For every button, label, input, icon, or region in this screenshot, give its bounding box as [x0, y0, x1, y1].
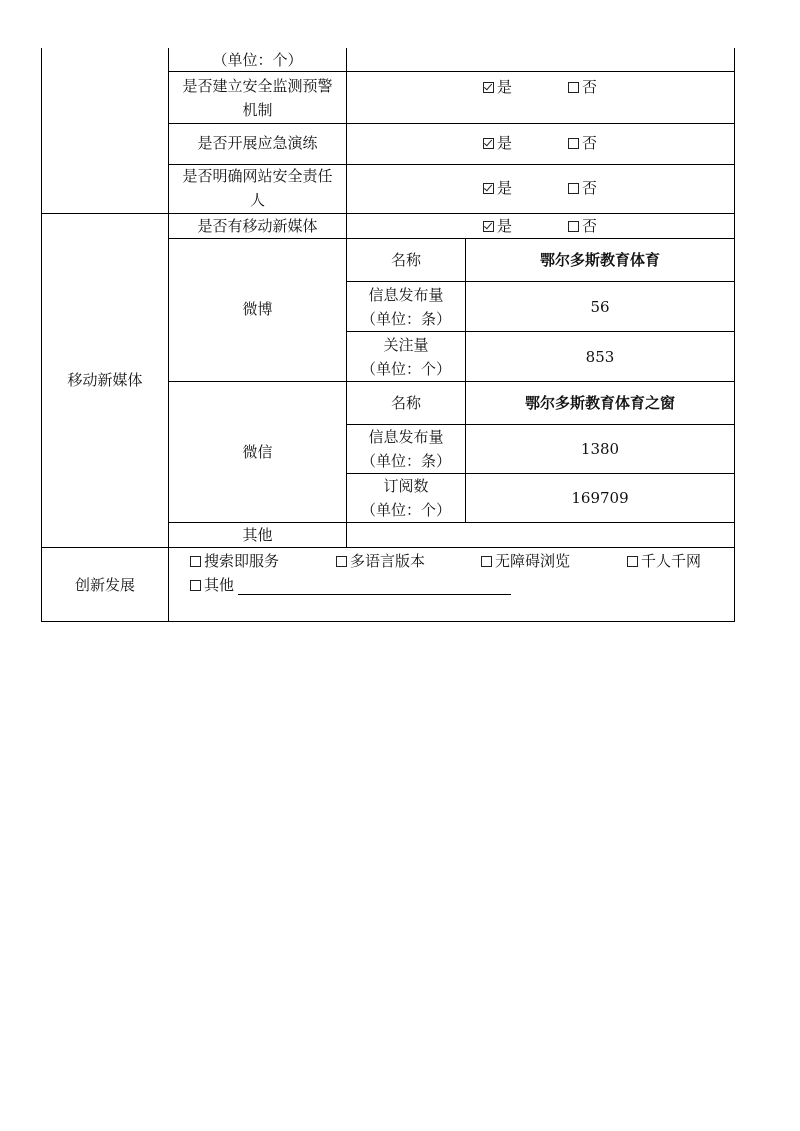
weibo-followers-label-line1: 关注量	[383, 336, 429, 354]
weibo-name-label: 名称	[390, 251, 421, 269]
wechat-posts-label-line1: 信息发布量	[368, 428, 444, 446]
wechat-name-label: 名称	[390, 394, 421, 412]
checkbox-icon[interactable]	[568, 82, 579, 93]
weibo-posts-label-line2: （单位：条）	[360, 310, 451, 328]
responsible-label-line1: 是否明确网站安全责任	[182, 167, 333, 185]
mobile-section-label: 移动新媒体	[67, 371, 143, 389]
drill-yes-option[interactable]: 是	[483, 131, 512, 155]
checked-box-icon[interactable]	[483, 138, 494, 149]
responsible-label-line2: 人	[249, 191, 265, 209]
option-other[interactable]: 其他	[190, 573, 234, 597]
has-mobile-yes-option[interactable]: 是	[483, 214, 512, 238]
weibo-posts-value: 56	[590, 298, 610, 316]
wechat-subs-label-line2: （单位：个）	[360, 501, 451, 519]
wechat-subs-value: 169709	[571, 489, 629, 507]
monitoring-yes-option[interactable]: 是	[483, 75, 512, 99]
checkbox-icon[interactable]	[190, 580, 201, 591]
wechat-name-value: 鄂尔多斯教育体育之窗	[524, 394, 675, 412]
option-accessibility[interactable]: 无障碍浏览	[481, 549, 570, 573]
weibo-posts-label-line1: 信息发布量	[368, 286, 444, 304]
rule	[346, 331, 735, 332]
drill-no-option[interactable]: 否	[568, 131, 597, 155]
checkbox-icon[interactable]	[481, 556, 492, 567]
rule	[41, 48, 42, 622]
checkbox-icon[interactable]	[336, 556, 347, 567]
option-multilingual[interactable]: 多语言版本	[336, 549, 425, 573]
wechat-posts-label-line2: （单位：条）	[360, 452, 451, 470]
checkbox-icon[interactable]	[627, 556, 638, 567]
weibo-followers-value: 853	[585, 348, 615, 366]
rule	[168, 381, 735, 382]
has-mobile-no-option[interactable]: 否	[568, 214, 597, 238]
responsible-no-option[interactable]: 否	[568, 176, 597, 200]
monitoring-label-line2: 机制	[242, 101, 273, 119]
checkbox-icon[interactable]	[190, 556, 201, 567]
weibo-followers-label-line2: （单位：个）	[360, 360, 451, 378]
weibo-name-value: 鄂尔多斯教育体育	[539, 251, 660, 269]
responsible-yes-option[interactable]: 是	[483, 176, 512, 200]
rule	[41, 621, 735, 622]
wechat-posts-value: 1380	[580, 440, 620, 458]
checked-box-icon[interactable]	[483, 82, 494, 93]
checkbox-icon[interactable]	[568, 183, 579, 194]
checkbox-icon[interactable]	[568, 221, 579, 232]
rule	[346, 281, 735, 282]
checkbox-icon[interactable]	[568, 138, 579, 149]
other-fill-line[interactable]	[238, 594, 511, 595]
rule	[465, 238, 466, 523]
count-unit-label: （单位：个）	[212, 51, 303, 69]
checked-box-icon[interactable]	[483, 183, 494, 194]
rule	[41, 213, 735, 214]
wechat-label: 微信	[242, 443, 273, 461]
wechat-subs-label-line1: 订阅数	[383, 477, 429, 495]
monitoring-label-line1: 是否建立安全监测预警	[182, 77, 333, 95]
rule	[168, 238, 735, 239]
option-search-as-service[interactable]: 搜索即服务	[190, 549, 279, 573]
rule	[168, 123, 735, 124]
monitoring-no-option[interactable]: 否	[568, 75, 597, 99]
mobile-other-label: 其他	[242, 526, 273, 544]
has-mobile-label: 是否有移动新媒体	[197, 217, 318, 235]
rule	[41, 547, 735, 548]
rule	[734, 48, 735, 622]
drill-label: 是否开展应急演练	[197, 134, 318, 152]
innovation-section-label: 创新发展	[74, 576, 135, 594]
weibo-label: 微博	[242, 300, 273, 318]
checked-box-icon[interactable]	[483, 221, 494, 232]
option-personalized[interactable]: 千人千网	[627, 549, 701, 573]
